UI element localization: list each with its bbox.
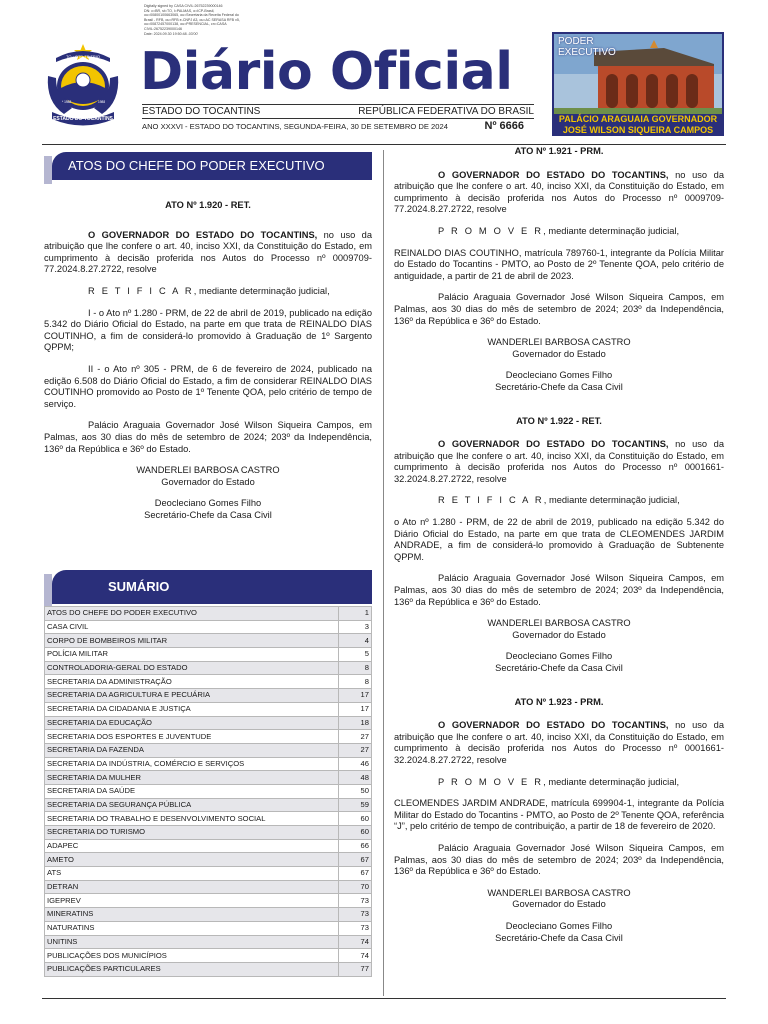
sumario-row[interactable] bbox=[45, 661, 372, 675]
sumario-page: 70 bbox=[339, 880, 372, 894]
sumario-entry: CASA CIVIL bbox=[45, 620, 339, 634]
act-body: o Ato nº 1.280 - PRM, de 22 de abril de 2019, publicado na edição 5.342 do Diário Oficial do Estado, na parte em que trata de CLEOMENDES JARDIM ANDRADE, a fim de considerá-lo promovido à Graduação de Subtenente QPPM. bbox=[394, 517, 724, 562]
sumario-entry: SECRETARIA DA SAÚDE bbox=[45, 784, 339, 798]
republic-name: REPÚBLICA FEDERATIVA DO BRASIL bbox=[358, 106, 534, 117]
sumario-entry: SECRETARIA DO TRABALHO E DESENVOLVIMENTO SOCIAL bbox=[45, 812, 339, 826]
act-intro: O GOVERNADOR DO ESTADO DO TOCANTINS, no uso da atribuição que lhe confere o art. 40, inciso XXI, da Constituição do Estado, em cumprimento à decisão proferida nos Autos do Processo nº 0001661-32.2024.8.27.2722, resolve bbox=[394, 720, 725, 765]
digital-signature-info: Digitally signed by CASA CIVIL:26752239000146 DN: c=BR, st=TO, l=PALMAS, o=ICP-Brasil, ou=00800100663065, ou=Secretaria da Receita Federal do Brasil - RFB, ou=RFB e-CNPJ A3, ou=AC SERASA RFB v5, ou=00872457000138, ou=PRESENCIAL, cn=CASA CIVIL:26752239000146 Date: 2024.09.30 19:50:48 -03'00' bbox=[144, 4, 240, 36]
act-verb: P R O M O V E R, mediante determinação judicial, bbox=[438, 225, 680, 236]
sumario-row[interactable] bbox=[45, 743, 372, 757]
sumario-page: 66 bbox=[339, 839, 372, 853]
act-body: REINALDO DIAS COUTINHO, matrícula 789760-1, integrante da Polícia Militar do Estado do Tocantins - PMTO, ao Posto de 2º Tenente QOA, pelo critério de antiguidade, a partir de 21 de abril de 2023. bbox=[394, 247, 724, 281]
sumario-row[interactable] bbox=[45, 839, 372, 853]
act-body: CLEOMENDES JARDIM ANDRADE, matrícula 699904-1, integrante da Polícia Militar do Estado do Tocantins - PMTO, ao Posto de 2º Tenente QOA, referência “J”, pelo critério de tempo de contribuição, a partir de 18 de fevereiro de 2020. bbox=[394, 798, 724, 832]
sumario-entry: SECRETARIA DA SEGURANÇA PÚBLICA bbox=[45, 798, 339, 812]
sumario-entry: ADAPEC bbox=[45, 839, 339, 853]
sumario-row[interactable] bbox=[45, 634, 372, 648]
palace-caption: PALÁCIO ARAGUAIA GOVERNADOR JOSÉ WILSON SIQUEIRA CAMPOS bbox=[558, 114, 718, 135]
sumario-page: 8 bbox=[339, 661, 372, 675]
sumario-row[interactable] bbox=[45, 716, 372, 730]
sumario-row[interactable] bbox=[45, 908, 372, 922]
act-place-date: Palácio Araguaia Governador José Wilson Siqueira Campos, em Palmas, aos 30 dias do mês de setembro de 2024; 203º da Independência, 136º da República e 36º do Estado. bbox=[394, 842, 724, 877]
signature-secretary: Deocleciano Gomes Filho Secretário-Chefe da Casa Civil bbox=[495, 920, 623, 943]
sumario-page: 17 bbox=[339, 689, 372, 703]
sumario-entry: SECRETARIA DO TURISMO bbox=[45, 826, 339, 840]
sumario-entry: SECRETARIA DA CIDADANIA E JUSTIÇA bbox=[45, 702, 339, 716]
signature-governor: WANDERLEI BARBOSA CASTRO Governador do Estado bbox=[487, 618, 631, 640]
sumario-entry: UNITINS bbox=[45, 935, 339, 949]
sumario-row[interactable] bbox=[45, 921, 372, 935]
sumario-page: 60 bbox=[339, 812, 372, 826]
poder-executivo-banner bbox=[552, 32, 724, 136]
act-place-date: Palácio Araguaia Governador José Wilson Siqueira Campos, em Palmas, aos 30 dias do mês de setembro de 2024; 203º da Independência, 136º da República e 36º do Estado. bbox=[394, 573, 724, 607]
sumario-entry: PUBLICAÇÕES DOS MUNICÍPIOS bbox=[45, 949, 339, 963]
sumario-entry: SECRETARIA DOS ESPORTES E JUVENTUDE bbox=[45, 730, 339, 744]
sumario-entry: AMETO bbox=[45, 853, 339, 867]
sumario-page: 50 bbox=[339, 784, 372, 798]
sumario-page: 5 bbox=[339, 648, 372, 662]
sumario-page: 4 bbox=[339, 634, 372, 648]
sumario-entry: SECRETARIA DA MULHER bbox=[45, 771, 339, 785]
sumario-page: 67 bbox=[339, 853, 372, 867]
act-1922 bbox=[394, 416, 724, 675]
act-1921 bbox=[394, 146, 724, 394]
sumario-page: 48 bbox=[339, 771, 372, 785]
sumario-entry: NATURATINS bbox=[45, 921, 339, 935]
sumario-page: 8 bbox=[339, 675, 372, 689]
sumario-entry: ATS bbox=[45, 867, 339, 881]
crest-year-left: * 1988 bbox=[62, 100, 72, 104]
sumario-entry: ATOS DO CHEFE DO PODER EXECUTIVO bbox=[45, 607, 339, 621]
crest-top-text: TO • CTD TE TRIO bbox=[65, 54, 101, 59]
edition-number: Nº 6666 bbox=[484, 120, 524, 132]
act-heading: ATO Nº 1.922 - RET. bbox=[516, 415, 602, 426]
sumario-page: 73 bbox=[339, 894, 372, 908]
sumario-entry: PUBLICAÇÕES PARTICULARES bbox=[45, 962, 339, 976]
sumario-title: SUMÁRIO bbox=[108, 579, 170, 594]
sumario-entry: SECRETARIA DA FAZENDA bbox=[45, 743, 339, 757]
sumario-entry: CONTROLADORIA-GERAL DO ESTADO bbox=[45, 661, 339, 675]
sumario-page: 46 bbox=[339, 757, 372, 771]
sumario-page: 1 bbox=[339, 607, 372, 621]
sumario-entry: SECRETARIA DA ADMINISTRAÇÃO bbox=[45, 675, 339, 689]
act-1920 bbox=[44, 200, 372, 521]
newspaper-title: Diário Oficial bbox=[140, 42, 513, 102]
sumario-page: 74 bbox=[339, 949, 372, 963]
sumario-entry: POLÍCIA MILITAR bbox=[45, 648, 339, 662]
sumario-entry: IGEPREV bbox=[45, 894, 339, 908]
signature-secretary: Deocleciano Gomes Filho Secretário-Chefe da Casa Civil bbox=[144, 498, 272, 520]
header-rule bbox=[42, 144, 726, 145]
section-title: ATOS DO CHEFE DO PODER EXECUTIVO bbox=[68, 158, 325, 173]
sumario-page: 60 bbox=[339, 826, 372, 840]
sumario-page: 73 bbox=[339, 908, 372, 922]
edition-date: ANO XXXVI - ESTADO DO TOCANTINS, SEGUNDA-FEIRA, 30 DE SETEMBRO DE 2024 bbox=[142, 122, 448, 131]
act-1923 bbox=[394, 697, 724, 945]
signature-governor: WANDERLEI BARBOSA CASTRO Governador do Estado bbox=[487, 337, 631, 359]
act-verb: R E T I F I C A R, mediante determinação judicial, bbox=[438, 495, 680, 506]
poder-executivo-label: PODER EXECUTIVO bbox=[558, 36, 616, 58]
sumario-entry: SECRETARIA DA EDUCAÇÃO bbox=[45, 716, 339, 730]
crest-bottom-text: ESTADO DO TOCANTINS bbox=[53, 116, 113, 122]
sumario-row[interactable] bbox=[45, 894, 372, 908]
sumario-row[interactable] bbox=[45, 675, 372, 689]
edition-line bbox=[142, 120, 534, 134]
act-verb: R E T I F I C A R, mediante determinação judicial, bbox=[88, 285, 330, 296]
sumario-page: 18 bbox=[339, 716, 372, 730]
sumario-row[interactable] bbox=[45, 853, 372, 867]
act-item: I - o Ato nº 1.280 - PRM, de 22 de abril de 2019, publicado na edição 5.342 do Diário Oficial do Estado, na parte em que trata de REINALDO DIAS COUTINHO, a fim de considerá-lo promovido à Graduação de 1º Sargento QPPM; bbox=[44, 307, 372, 353]
act-place-date: Palácio Araguaia Governador José Wilson Siqueira Campos, em Palmas, aos 30 dias do mês de setembro de 2024; 203º da Independência, 136º da República e 36º do Estado. bbox=[44, 420, 372, 454]
sumario-title-bar bbox=[52, 570, 372, 604]
sumario-row[interactable] bbox=[45, 949, 372, 963]
sumario-row[interactable] bbox=[45, 607, 372, 621]
act-heading: ATO Nº 1.920 - RET. bbox=[165, 200, 251, 210]
act-heading: ATO Nº 1.921 - PRM. bbox=[514, 146, 604, 156]
sumario-row[interactable] bbox=[45, 798, 372, 812]
sumario-page: 59 bbox=[339, 798, 372, 812]
sumario-page: 17 bbox=[339, 702, 372, 716]
sumario-page: 74 bbox=[339, 935, 372, 949]
footer-rule bbox=[42, 998, 726, 999]
signature-governor: WANDERLEI BARBOSA CASTRO Governador do Estado bbox=[136, 465, 280, 487]
sumario-entry: CORPO DE BOMBEIROS MILITAR bbox=[45, 634, 339, 648]
act-intro: O GOVERNADOR DO ESTADO DO TOCANTINS, no uso da atribuição que lhe confere o art. 40, inciso XXI, da Constituição do Estado, em cumprimento à decisão proferida nos Autos do Processo nº 0009709-77.2024.8.27.2722, resolve bbox=[394, 169, 725, 215]
sumario-entry: DETRAN bbox=[45, 880, 339, 894]
sumario-row[interactable] bbox=[45, 880, 372, 894]
sumario-table bbox=[44, 606, 372, 977]
sumario-page: 27 bbox=[339, 730, 372, 744]
section-title-bar bbox=[52, 152, 372, 180]
state-name: ESTADO DO TOCANTINS bbox=[142, 106, 261, 117]
sumario-page: 77 bbox=[339, 962, 372, 976]
sumario-page: 73 bbox=[339, 921, 372, 935]
sumario-row[interactable] bbox=[45, 771, 372, 785]
sumario-row[interactable] bbox=[45, 935, 372, 949]
sumario-row[interactable] bbox=[45, 648, 372, 662]
sumario-row[interactable] bbox=[45, 826, 372, 840]
masthead bbox=[0, 0, 768, 140]
act-verb: P R O M O V E R, mediante determinação judicial, bbox=[438, 776, 680, 787]
sumario-entry: SECRETARIA DA INDÚSTRIA, COMÉRCIO E SERVIÇOS bbox=[45, 757, 339, 771]
sumario-entry: MINERATINS bbox=[45, 908, 339, 922]
sumario-header bbox=[44, 570, 372, 604]
sumario-row[interactable] bbox=[45, 812, 372, 826]
signature-secretary: Deocleciano Gomes Filho Secretário-Chefe da Casa Civil bbox=[495, 370, 623, 392]
sumario-row[interactable] bbox=[45, 702, 372, 716]
signature-secretary: Deocleciano Gomes Filho Secretário-Chefe da Casa Civil bbox=[495, 651, 623, 673]
sumario-page: 67 bbox=[339, 867, 372, 881]
sumario-row[interactable] bbox=[45, 867, 372, 881]
act-intro: O GOVERNADOR DO ESTADO DO TOCANTINS, no uso da atribuição que lhe confere o art. 40, inciso XXI, da Constituição do Estado, em cumprimento à decisão proferida nos Autos do Processo nº 0001661-32.2024.8.27.2722, resolve bbox=[394, 439, 725, 484]
sumario-row[interactable] bbox=[45, 730, 372, 744]
state-line bbox=[142, 104, 534, 119]
sumario-row[interactable] bbox=[45, 784, 372, 798]
sumario-row[interactable] bbox=[45, 962, 372, 976]
act-intro: O GOVERNADOR DO ESTADO DO TOCANTINS, no uso da atribuição que lhe confere o art. 40, inciso XXI, da Constituição do Estado, em cumprimento à decisão proferida nos Autos do Processo nº 0009709-77.2024.8.27.2722, resolve bbox=[44, 229, 373, 275]
sumario-row[interactable] bbox=[45, 620, 372, 634]
act-item: II - o Ato nº 305 - PRM, de 6 de fevereiro de 2024, publicado na edição 6.508 do Diário Oficial do Estado, a fim de considerar REINALDO DIAS COUTINHO promovido ao Posto de 1º Tenente QOA, pelo critério de tempo de serviço. bbox=[44, 363, 372, 409]
sumario-row[interactable] bbox=[45, 757, 372, 771]
sumario-row[interactable] bbox=[45, 689, 372, 703]
act-heading: ATO Nº 1.923 - PRM. bbox=[514, 696, 604, 707]
sumario-page: 3 bbox=[339, 620, 372, 634]
sumario-page: 27 bbox=[339, 743, 372, 757]
right-column bbox=[394, 146, 724, 954]
left-column bbox=[44, 152, 372, 531]
sumario-entry: SECRETARIA DA AGRICULTURA E PECUÁRIA bbox=[45, 689, 339, 703]
act-place-date: Palácio Araguaia Governador José Wilson Siqueira Campos, em Palmas, aos 30 dias do mês de setembro de 2024; 203º da Independência, 136º da República e 36º do Estado. bbox=[394, 292, 724, 326]
signature-governor: WANDERLEI BARBOSA CASTRO Governador do Estado bbox=[487, 887, 631, 910]
crest-year-right: 1988 bbox=[98, 100, 106, 104]
column-divider bbox=[383, 150, 384, 996]
state-crest-icon bbox=[42, 36, 124, 128]
